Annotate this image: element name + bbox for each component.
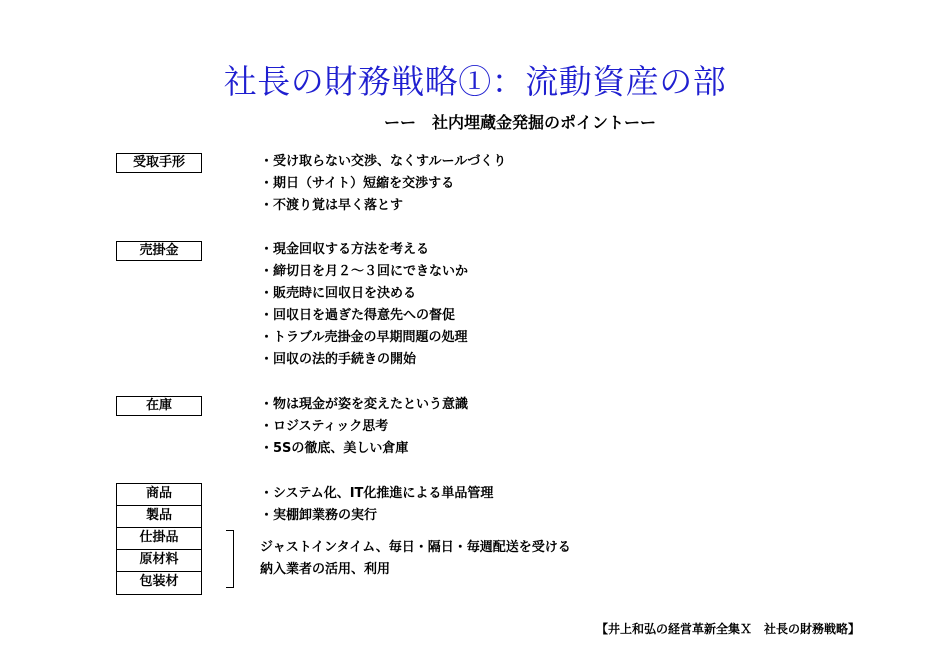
label-notes-receivable: 受取手形 bbox=[116, 153, 202, 173]
note-line: 納入業者の活用、利用 bbox=[260, 562, 391, 577]
footer-source: 【井上和弘の経営革新全集Ｘ 社長の財務戦略】 bbox=[595, 622, 860, 636]
label-packaging: 包装材 bbox=[139, 574, 179, 589]
accounts-receivable-list bbox=[260, 239, 468, 371]
list-item: ・締切日を月２～３回にできないか bbox=[260, 264, 469, 279]
list-item: ・不渡り覚は早く落とす bbox=[260, 198, 404, 213]
label-accounts-receivable: 売掛金 bbox=[116, 241, 202, 261]
list-item: ・物は現金が姿を変えたという意識 bbox=[260, 397, 469, 412]
page-title: 社長の財務戦略①：流動資産の部 bbox=[223, 62, 727, 101]
label-work-in-progress: 仕掛品 bbox=[117, 528, 201, 550]
note-line: ジャストインタイム、毎日・隔日・毎週配送を受ける bbox=[260, 540, 571, 555]
inventory-list bbox=[260, 394, 468, 460]
list-item: ・回収日を過ぎた得意先への督促 bbox=[260, 308, 456, 323]
list-item: ・システム化、IT化推進による単品管理 bbox=[260, 486, 494, 501]
list-item: ・実棚卸業務の実行 bbox=[260, 508, 378, 523]
supplier-note bbox=[260, 537, 571, 581]
list-item: ・販売時に回収日を決める bbox=[260, 286, 417, 301]
list-item: ・トラブル売掛金の早期問題の処理 bbox=[260, 330, 468, 345]
inventory-group-list bbox=[260, 483, 493, 527]
list-item: ・回収の法的手続きの開始 bbox=[260, 352, 417, 367]
label-raw-materials: 原材料 bbox=[117, 550, 201, 572]
notes-receivable-list bbox=[260, 151, 506, 217]
list-item: ・ロジスティック思考 bbox=[260, 419, 389, 434]
label-inventory: 在庫 bbox=[116, 396, 202, 416]
list-item: ・受け取らない交渉、なくすルールづくり bbox=[260, 154, 507, 169]
label-merchandise: 商品 bbox=[117, 484, 201, 506]
inventory-category-stack bbox=[116, 483, 202, 595]
bracket-divider bbox=[226, 530, 234, 588]
list-item: ・期日（サイト）短縮を交渉する bbox=[260, 176, 455, 191]
list-item: ・現金回収する方法を考える bbox=[260, 242, 430, 257]
page-subtitle: ーー 社内埋蔵金発掘のポイントーー bbox=[383, 113, 656, 132]
label-products: 製品 bbox=[117, 506, 201, 528]
list-item: ・5Sの徹底、美しい倉庫 bbox=[260, 441, 409, 456]
